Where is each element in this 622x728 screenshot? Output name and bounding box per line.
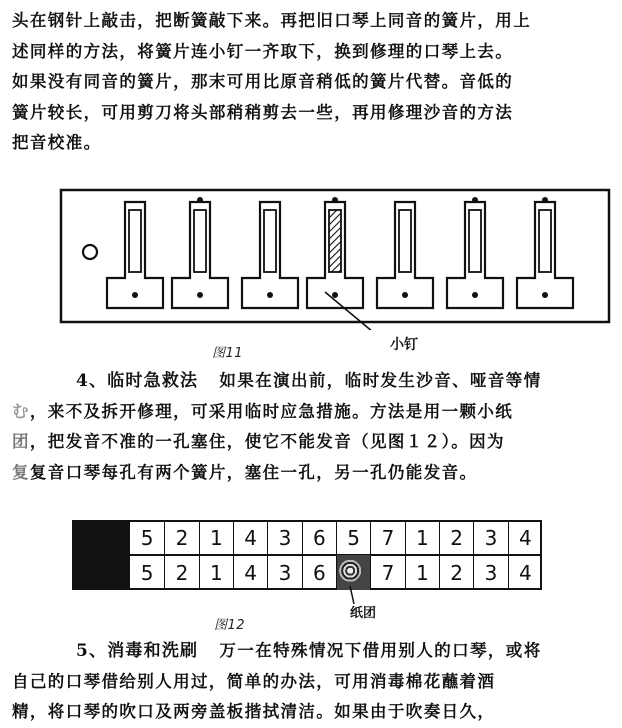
section-4 bbox=[12, 366, 608, 488]
hole-cell: 3 bbox=[267, 555, 301, 590]
hole-cell: 2 bbox=[164, 555, 198, 590]
figure-12-callout-label: 纸团 bbox=[350, 606, 377, 621]
figure-12-hole-grid bbox=[72, 520, 542, 590]
section-4-heading: 4、临时急救法 bbox=[76, 371, 199, 391]
text-line: 述同样的方法，将簧片连小钉一齐取下，换到修理的口琴上去。 bbox=[12, 41, 514, 61]
hole-cell: 1 bbox=[405, 520, 439, 555]
hole-cell: 6 bbox=[302, 520, 336, 555]
text-line bbox=[12, 458, 608, 489]
section-5-first-line bbox=[12, 636, 608, 667]
text-line: 簧片较长，可用剪刀将头部稍稍剪去一些，再用修理沙音的方法 bbox=[12, 102, 514, 122]
text-line-body: 复音口琴每孔有两个簧片，塞住一孔，另一孔仍能发音。 bbox=[29, 462, 478, 482]
cut-mark: 复 bbox=[12, 462, 30, 482]
hole-cell: 5 bbox=[336, 520, 370, 555]
hole-cell: 4 bbox=[233, 555, 267, 590]
figure-12-caption: 图12 bbox=[214, 618, 246, 633]
section-5-heading: 5、消毒和洗刷 bbox=[76, 641, 199, 661]
callout-leader bbox=[325, 292, 373, 330]
text-line: 精，将口琴的吹口及两旁盖板揩拭清洁。如果由于吹奏日久， bbox=[12, 702, 496, 721]
figure-11-callout-label: 小钉 bbox=[390, 337, 418, 353]
hole-cell: 2 bbox=[439, 555, 473, 590]
reed-slot bbox=[377, 202, 433, 308]
reed-slot bbox=[172, 197, 228, 308]
text-line: 把音校准。 bbox=[12, 133, 102, 152]
hole-cell: 5 bbox=[140, 560, 154, 585]
hole-cell: 4 bbox=[508, 555, 542, 590]
cut-mark: む bbox=[12, 401, 30, 421]
hole-cell: 1 bbox=[199, 555, 233, 590]
text-line-body: ，把发音不准的一孔塞住，使它不能发音（见图１２）。因为 bbox=[29, 432, 505, 451]
hole-cell: 7 bbox=[370, 555, 404, 590]
text-line: 头在钢针上敲击，把断簧敲下来。再把旧口琴上同音的簧片，用上 bbox=[12, 11, 532, 30]
hole-cell: 3 bbox=[473, 555, 507, 590]
reed-slot bbox=[517, 197, 573, 308]
hole-cell: 3 bbox=[473, 520, 507, 555]
text-line: 自己的口琴借给别人用过，简单的办法，可用消毒棉花蘸着酒 bbox=[12, 671, 496, 691]
paragraph-1 bbox=[12, 6, 608, 159]
section-5 bbox=[12, 636, 608, 728]
cut-mark: 团 bbox=[12, 432, 30, 451]
rivet-hole bbox=[83, 245, 97, 259]
hole-cell: 4 bbox=[233, 520, 267, 555]
reed-slot bbox=[107, 202, 163, 308]
hole-cell: 5 bbox=[140, 525, 154, 550]
hole-cell: 1 bbox=[199, 520, 233, 555]
hole-cell: 4 bbox=[508, 520, 542, 555]
hole-cell: 2 bbox=[164, 520, 198, 555]
hole-cell: 3 bbox=[267, 520, 301, 555]
text-line: 万一在特殊情况下借用别人的口琴，或将 bbox=[219, 641, 542, 660]
text-line bbox=[12, 397, 608, 428]
text-line: 如果没有同音的簧片，那末可用比原音稍低的簧片代替。音低的 bbox=[12, 72, 514, 91]
hole-cell: 7 bbox=[370, 520, 404, 555]
reed-slots bbox=[107, 197, 573, 308]
figure-11-caption: 图11 bbox=[212, 346, 244, 361]
figure-11-reed-plate bbox=[55, 180, 615, 330]
mouthpiece-end-block bbox=[72, 520, 130, 590]
hole-cell: 2 bbox=[439, 520, 473, 555]
reed-slot bbox=[307, 197, 363, 308]
reed-slot bbox=[447, 197, 503, 308]
section-4-first-line bbox=[12, 366, 608, 397]
reed-slot bbox=[242, 202, 298, 308]
text-line-body: ，来不及拆开修理，可采用临时应急措施。方法是用一颗小纸 bbox=[29, 401, 514, 421]
text-line bbox=[12, 427, 608, 458]
hole-cell: 1 bbox=[405, 555, 439, 590]
hole-cell: 6 bbox=[302, 555, 336, 590]
text-line: 如果在演出前，临时发生沙音、哑音等情 bbox=[219, 371, 542, 390]
